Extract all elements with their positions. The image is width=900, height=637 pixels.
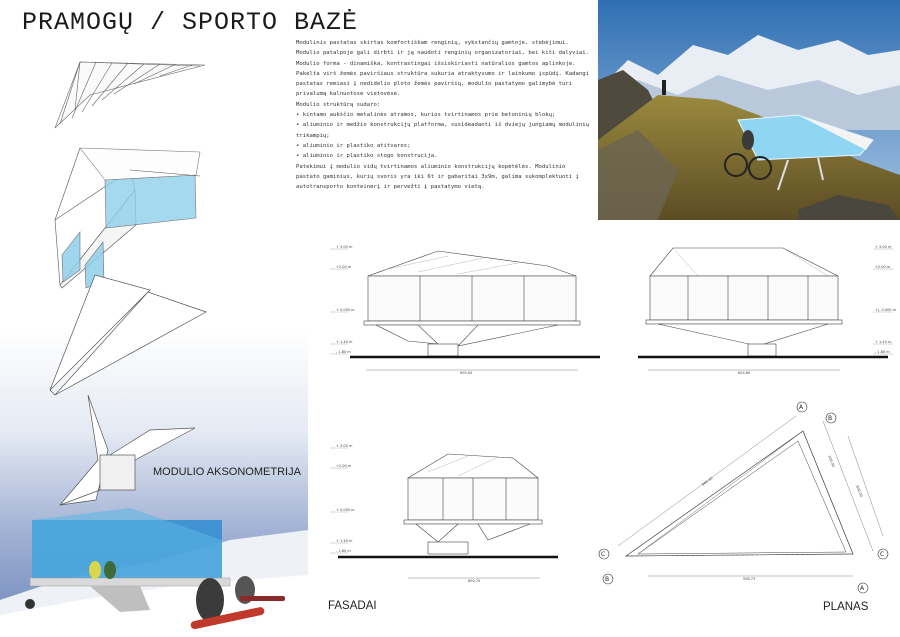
person-icon (89, 561, 101, 579)
plan-section-markers (599, 402, 888, 593)
elev-mark: - 1.80 m (875, 350, 890, 354)
axo-supports (60, 395, 195, 505)
elev-mark: + 1.40 m (875, 340, 892, 344)
axo-roof (55, 62, 205, 128)
plan-drawing (618, 416, 883, 581)
dimension-label: 300.00 (827, 454, 836, 468)
facade3-elevations (330, 444, 355, 553)
description-list-item: • kintamo aukščio metalinės atramos, kurios tvirtinamos prie betoninių blokų; (296, 112, 556, 119)
elev-mark: + 3.00 m (336, 245, 353, 249)
elev-mark: +2.00 m (336, 464, 352, 468)
person-icon (104, 561, 116, 579)
dimension-label: 604.60 (738, 371, 751, 375)
elev-mark: + 3.00 m (875, 245, 892, 249)
description-list-item: • aliuminio ir medžio konstrukcijų platforma, susideadanti iš dviejų jungiamų modulinių trikampių; (296, 122, 589, 139)
dimension-label: 598.73 (743, 577, 756, 581)
elev-mark: + 0.000 m (336, 508, 355, 512)
dimension-label: 900.00 (460, 371, 473, 375)
dimension-label: 600.70 (468, 579, 481, 583)
description-paragraph: Modulio forma - dinamiška, kontrastingai išsiskiriasti natūralios gamtos aplinkoje. Pakelta virš žemės paviršiaus struktūra sukuria atraktyvumo ir lainkumo įspūdį. Kadangi pastatas remiasi į nedidelio ploto žemės paviršių, modulio pastatymo galimybė turi privalumą kalnuotose vietovėse. (296, 60, 589, 98)
description-paragraph: Patekimui į modulio vidų tvirtinamos aliuminio konstrukcijų kopėtėlės. Modulinio pastato gaminius, kurių svoris yra iki 6t ir gabaritai 3x9m, galima sukomplektuoti į autotransporto konteinerį ir pervežti į pastatymo vietą. (296, 163, 579, 191)
snow-photo (0, 508, 308, 637)
marker-c: C (601, 551, 606, 558)
elev-mark: + 1.40 m (336, 539, 353, 543)
elev-mark: - 1.80 m (336, 350, 351, 354)
elev-mark: + 3.00 m (336, 444, 353, 448)
facade2-elevations (873, 245, 897, 354)
axo-walls (55, 148, 200, 288)
facade-2 (638, 248, 888, 375)
elev-mark: +2.00 m (336, 265, 352, 269)
site-photo (598, 0, 900, 220)
description-text (296, 38, 590, 192)
elev-mark: + 0.000 m (336, 308, 355, 312)
marker-b: B (828, 415, 833, 422)
description-list-item: • aliuminio ir plastiko stogo konstrucija. (296, 153, 438, 160)
axo-platform (50, 275, 206, 395)
hiker-icon (662, 80, 666, 95)
skier-icon (25, 599, 35, 609)
cyclist-icon (742, 130, 754, 150)
description-paragraph: Modulinis pastatas skirtas komfortiškam renginių, vykstančių gamtoje, stebėjimui. Modulio patalpoje gali dirbti ir ją naudoti renginių organizatoriai, bei kiti dalyviai. (296, 40, 589, 57)
facade1-elevations (330, 245, 355, 354)
description-paragraph: Modulio struktūrą sudaro: (296, 101, 381, 108)
dimension-label: 940.40 (701, 476, 714, 487)
elev-mark: +/- 0.000 m (875, 308, 897, 312)
dimension-label: 600.00 (855, 484, 864, 498)
technical-drawings (308, 236, 900, 637)
marker-b: B (605, 576, 610, 583)
plan-label: PLANAS (823, 601, 869, 613)
facade-3 (338, 454, 558, 583)
page-title: PRAMOGŲ / SPORTO BAZĖ (22, 8, 359, 37)
elev-mark: +2.00 m (875, 265, 891, 269)
marker-c: C (880, 551, 885, 558)
facade-1 (350, 251, 600, 375)
description-list-item: • aliuminio ir plastiko atitvaros; (296, 142, 411, 149)
axonometry-drawing (0, 0, 308, 637)
facades-label: FASADAI (328, 600, 377, 612)
elev-mark: + 1.40 m (336, 340, 353, 344)
elev-mark: - 1.80 m (336, 549, 351, 553)
marker-a: A (799, 404, 804, 411)
axonometry-label: MODULIO AKSONOMETRIJA (153, 466, 301, 478)
marker-a: A (860, 585, 865, 592)
snowboarder-icon (196, 578, 224, 622)
